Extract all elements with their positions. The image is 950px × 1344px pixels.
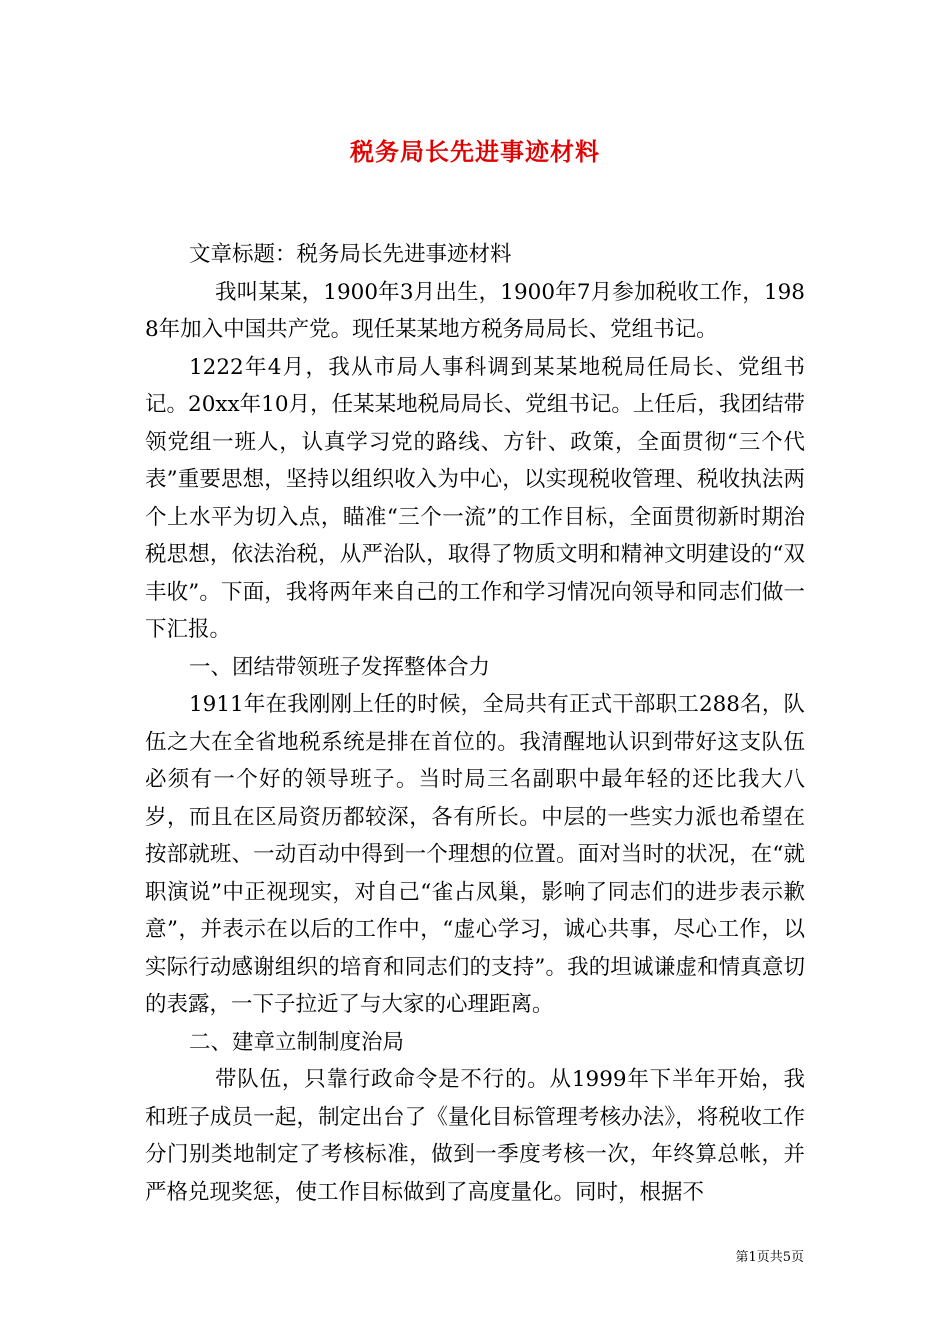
paragraph-section-1: 1911年在我刚刚上任的时候，全局共有正式干部职工288名，队伍之大在全省地税系统是排在首位的。我清醒地认识到带好这支队伍必须有一个好的领导班子。当时局三名副职中最年轻的还比我大八岁，而且在区局资历都较深，各有所长。中层的一些实力派也希望在按部就班、一动百动中得到一个理想的位置。面对当时的状况，在“就职演说”中正视现实，对自己“雀占凤巢，影响了同志们的进步表示歉意”，并表示在以后的工作中，“虚心学习，诚心共事，尽心工作，以实际行动感谢组织的培育和同志们的支持”。我的坦诚谦虚和情真意切的表露，一下子拉近了与大家的心理距离。: [145, 692, 805, 1017]
document-title: 税务局长先进事迹材料: [350, 137, 600, 166]
document-body: [145, 236, 805, 1211]
section-heading-2: 二、建章立制制度治局: [189, 1029, 405, 1055]
page-number: 第1页共5页: [735, 1250, 804, 1265]
paragraph-intro: 我叫某某，1900年3月出生，1900年7月参加税收工作，1988年加入中国共产党。现任某某地方税务局局长、党组书记。: [145, 279, 805, 342]
section-heading-1: 一、团结带领班子发挥整体合力: [189, 654, 491, 680]
paragraph-section-2: 带队伍，只靠行政命令是不行的。从1999年下半年开始，我和班子成员一起，制定出台了《量化目标管理考核办法》，将税收工作分门别类地制定了考核标准，做到一季度考核一次，年终算总帐，并严格兑现奖惩，使工作目标做到了高度量化。同时，根据不: [145, 1067, 805, 1205]
article-heading-line: 文章标题：税务局长先进事迹材料: [189, 242, 512, 267]
paragraph-appointment: 1222年4月，我从市局人事科调到某某地税局任局长、党组书记。20xx年10月，任某某地税局局长、党组书记。上任后，我团结带领党组一班人，认真学习党的路线、方针、政策，全面贯彻“三个代表”重要思想，坚持以组织收入为中心，以实现税收管理、税收执法两个上水平为切入点，瞄准“三个一流”的工作目标，全面贯彻新时期治税思想，依法治税，从严治队，取得了物质文明和精神文明建设的“双丰收”。下面，我将两年来自己的工作和学习情况向领导和同志们做一下汇报。: [145, 354, 805, 642]
